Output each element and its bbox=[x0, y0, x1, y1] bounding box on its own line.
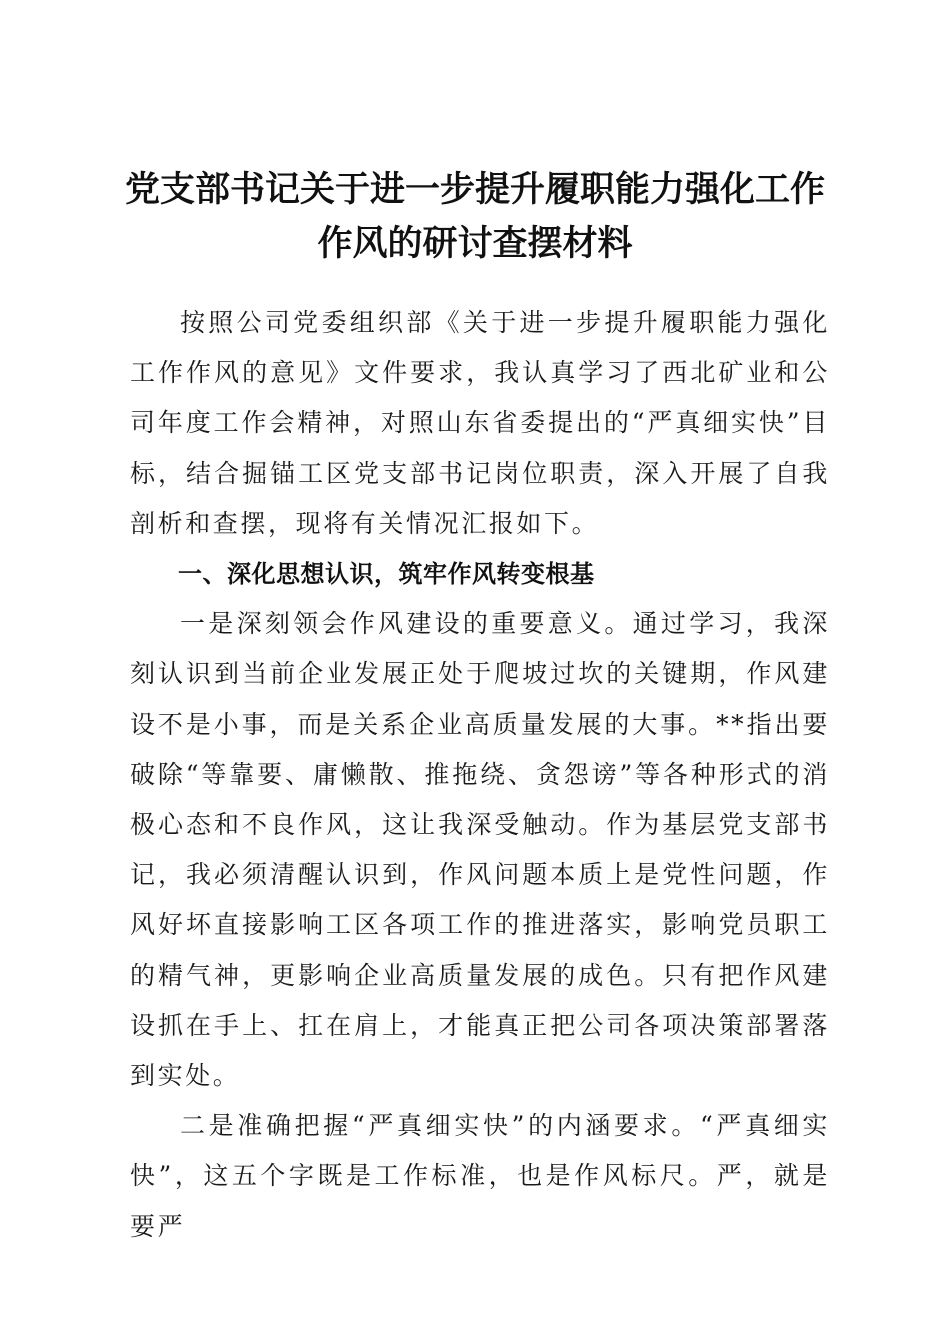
body-paragraph-2: 二是准确把握“严真细实快”的内涵要求。“严真细实快”，这五个字既是工作标准，也是作风标尺。严，就是要严 bbox=[130, 1111, 830, 1241]
intro-paragraph: 按照公司党委组织部《关于进一步提升履职能力强化工作作风的意见》文件要求，我认真学习了西北矿业和公司年度工作会精神，对照山东省委提出的“严真细实快”目标，结合掘锚工区党支部书记岗位职责，深入开展了自我剖析和查摆，现将有关情况汇报如下。 bbox=[130, 308, 830, 538]
document-body bbox=[130, 298, 830, 1252]
document-title-line-1: 党支部书记关于进一步提升履职能力强化工作 bbox=[124, 169, 825, 210]
section-heading-1: 一、深化思想认识，筑牢作风转变根基 bbox=[178, 560, 595, 589]
body-paragraph-1: 一是深刻领会作风建设的重要意义。通过学习，我深刻认识到当前企业发展正处于爬坡过坎的关键期，作风建设不是小事，而是关系企业高质量发展的大事。**指出要破除“等靠要、庸懒散、推拖绕、贪怨谤”等各种形式的消极心态和不良作风，这让我深受触动。作为基层党支部书记，我必须清醒认识到，作风问题本质上是党性问题，作风好坏直接影响工区各项工作的推进落实，影响党员职工的精气神，更影响企业高质量发展的成色。只有把作风建设抓在手上、扛在肩上，才能真正把公司各项决策部署落到实处。 bbox=[130, 609, 830, 1091]
document-title-line-2: 作风的研讨查摆材料 bbox=[317, 223, 633, 264]
